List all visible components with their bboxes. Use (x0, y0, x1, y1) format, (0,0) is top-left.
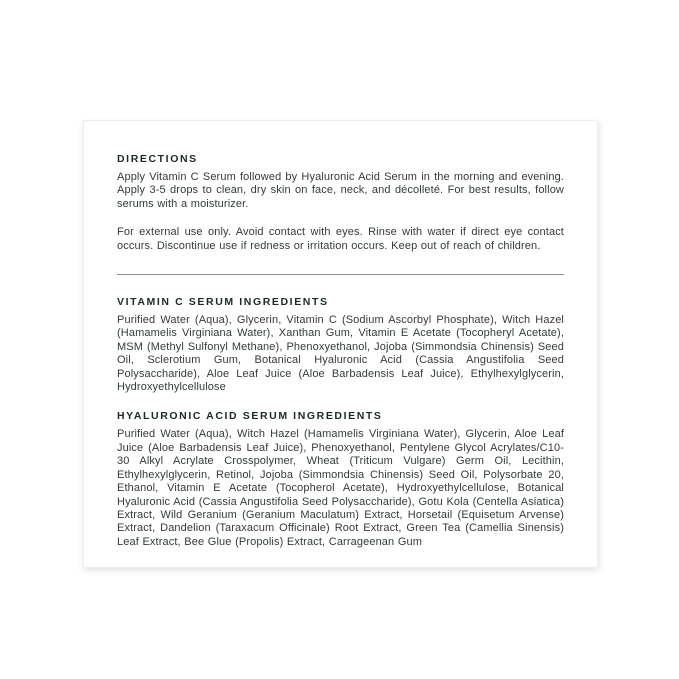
vitamin-c-ingredients-list: Purified Water (Aqua), Glycerin, Vitamin C (Sodium Ascorbyl Phosphate), Witch Hazel (Hamamelis Virginiana Water), Xanthan Gum, Vitamin E Acetate (Tocopheryl Acetate), MSM (Methyl Sulfonyl Methane), Phenoxyethanol, Jojoba (Simmondsia Chinensis) Seed Oil, Sclerotium Gum, Botanical Hyaluronic Acid (Cassia Angustifolia Seed Polysaccharide), Aloe Leaf Juice (Aloe Barbadensis Leaf Juice), Ethylhexylglycerin, Hydroxyethylcellulose (117, 314, 564, 394)
hyaluronic-ingredients-heading: HYALURONIC ACID SERUM INGREDIENTS (117, 410, 383, 423)
hyaluronic-ingredients-list: Purified Water (Aqua), Witch Hazel (Hamamelis Virginiana Water), Glycerin, Aloe Leaf Juice (Aloe Barbadensis Leaf Juice), Phenoxyethanol, Pentylene Glycol Acrylates/C10-30 Alkyl Acrylate Crosspolymer, Wheat (Triticum Vulgare) Germ Oil, Lecithin, Ethylhexylglycerin, Retinol, Jojoba (Simmondsia Chinensis) Seed Oil, Polysorbate 20, Ethanol, Vitamin E Acetate (Tocopherol Acetate), Hydroxyethylcellulose, Botanical Hyaluronic Acid (Cassia Angustifolia Seed Polysaccharide), Gotu Kola (Centella Asiatica) Extract, Wild Geranium (Geranium Maculatum) Extract, Horsetail (Equisetum Arvense) Extract, Dandelion (Taraxacum Officinale) Root Extract, Green Tea (Camellia Sinensis) Leaf Extract, Bee Glue (Propolis) Extract, Carrageenan Gum (117, 428, 564, 548)
directions-usage-text: Apply Vitamin C Serum followed by Hyaluronic Acid Serum in the morning and evening. Apply 3-5 drops to clean, dry skin on face, neck, and décolleté. For best results, follow serums with a moisturizer. (117, 171, 564, 210)
directions-section (117, 153, 564, 253)
directions-heading: DIRECTIONS (117, 153, 198, 165)
vitamin-c-ingredients-section (117, 296, 564, 394)
vitamin-c-ingredients-heading: VITAMIN C SERUM INGREDIENTS (117, 296, 329, 309)
label-card (83, 120, 598, 568)
section-divider (117, 274, 564, 275)
hyaluronic-ingredients-section (117, 410, 564, 549)
directions-warning-text: For external use only. Avoid contact with eyes. Rinse with water if direct eye contact occurs. Discontinue use if redness or irritation occurs. Keep out of reach of children. (117, 226, 564, 252)
